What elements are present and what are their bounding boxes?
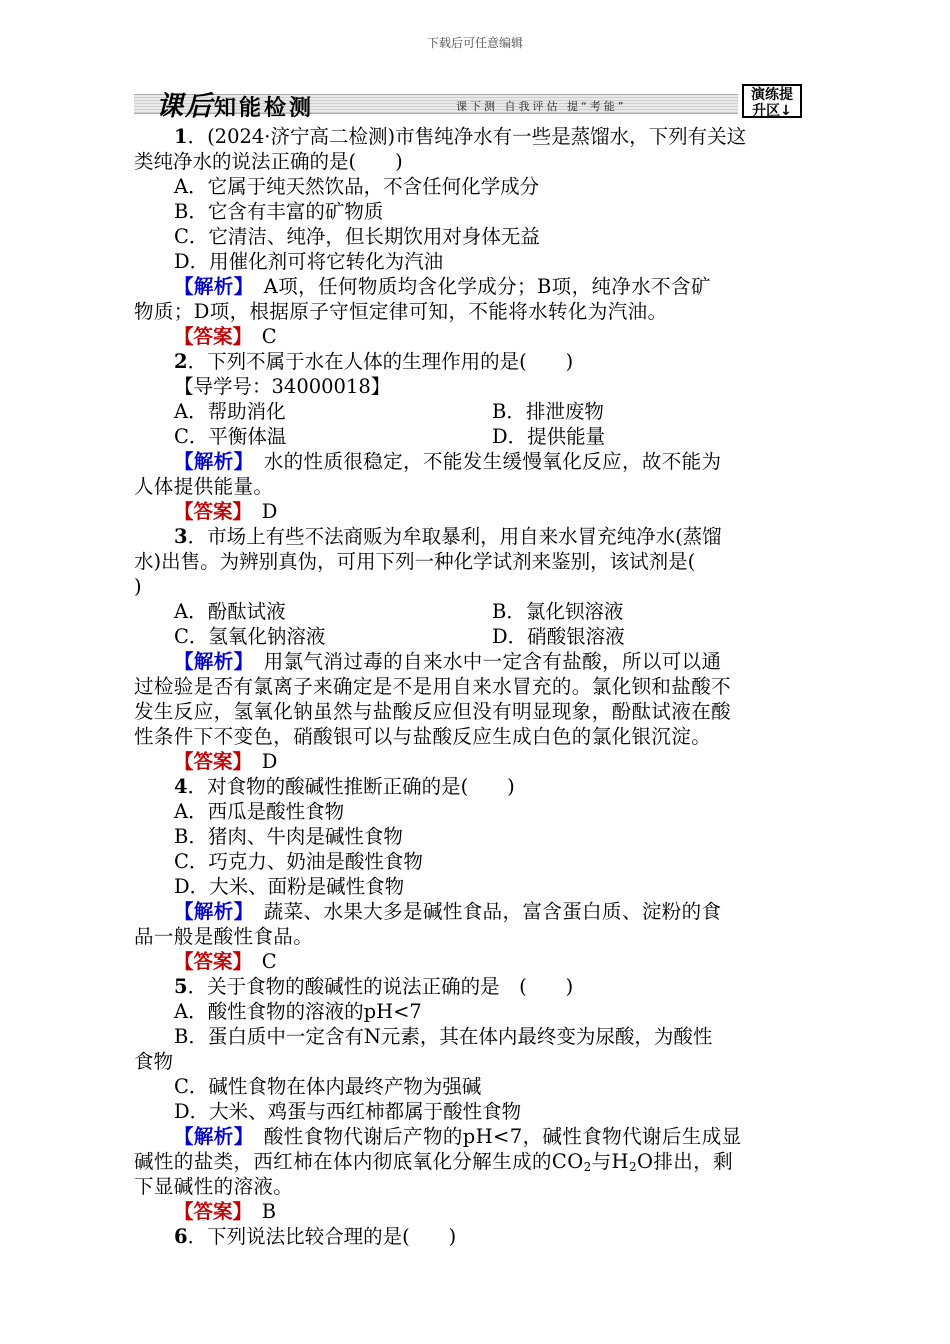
question-4-line1 [134,774,810,799]
analysis-label: 【解析】 [174,275,244,298]
question-1-option-d: D．用催化剂可将它转化为汽油 [174,250,444,273]
question-1-line1 [134,124,810,149]
question-3-line1 [134,524,810,549]
question-3-option-b: B．氯化钡溶液 [492,600,624,623]
answer-value: D [242,500,278,523]
question-2-analysis-line2: 人体提供能量。 [134,475,274,498]
answer-value: D [242,750,278,773]
question-1-analysis-line1 [134,274,810,299]
question-1-option-b: B．它含有丰富的矿物质 [174,200,384,223]
question-4-option-a: A．西瓜是酸性食物 [174,800,345,823]
analysis-text: O排出，剩 [637,1150,734,1173]
practice-link[interactable] [742,84,802,118]
question-5-analysis-line3: 下显碱性的溶液。 [134,1175,294,1198]
question-3-option-c: C．氢氧化钠溶液 [174,625,326,648]
question-3-analysis-line2: 过检验是否有氯离子来确定是不是用自来水冒充的。氯化钡和盐酸不 [134,675,732,698]
subscript: 2 [583,1160,592,1174]
question-4-number: 4 [174,775,188,798]
question-3-analysis-line1 [134,649,810,674]
question-3-option-d: D．硝酸银溶液 [492,625,625,648]
question-2-answer [134,499,810,524]
question-1-option-c: C．它清洁、纯净，但长期饮用对身体无益 [174,225,540,248]
answer-value: C [242,325,277,348]
question-2-option-a: A．帮助消化 [174,400,286,423]
question-3-analysis-line3: 发生反应，氢氧化钠虽然与盐酸反应但没有明显现象，酚酞试液在酸 [134,700,732,723]
answer-label: 【答案】 [174,750,243,773]
question-4-text: ．对食物的酸碱性推断正确的是( ) [187,775,515,798]
practice-link-line1: 演练提 [751,87,793,103]
question-6-text: ．下列说法比较合理的是( ) [187,1225,457,1248]
question-3-analysis-line4: 性条件下不变色，硝酸银可以与盐酸反应生成白色的氯化银沉淀。 [134,725,712,748]
question-2-option-b: B．排泄废物 [492,400,604,423]
analysis-label: 【解析】 [174,1125,244,1148]
question-6-number: 6 [174,1225,188,1248]
question-5-analysis-line1 [134,1124,810,1149]
analysis-label: 【解析】 [174,650,244,673]
question-5-option-a: A．酸性食物的溶液的pH<7 [174,1000,422,1023]
question-3-line2: 水)出售。为辨别真伪，可用下列一种化学试剂来鉴别，该试剂是( [134,550,696,573]
analysis-text: 与H [591,1150,629,1173]
question-2-number: 2 [174,350,188,373]
question-4-analysis-line1 [134,899,810,924]
analysis-label: 【解析】 [174,900,244,923]
question-2-options-row2 [134,424,810,449]
answer-label: 【答案】 [174,1200,243,1223]
question-5-answer [134,1199,810,1224]
analysis-text: 用氯气消过毒的自来水中一定含有盐酸，所以可以通 [243,650,722,673]
exercise-content [134,124,810,1249]
question-2-line1 [134,349,810,374]
answer-value: B [242,1200,277,1223]
question-2-options-row1 [134,399,810,424]
analysis-text: A项，任何物质均含化学成分；B项，纯净水不含矿 [243,275,711,298]
analysis-text: 碱性的盐类，西红柿在体内彻底氧化分解生成的CO [134,1150,584,1173]
question-1-text: ．(2024·济宁高二检测)市售纯净水有一些是蒸馏水，下列有关这 [187,125,747,148]
answer-value: C [242,950,277,973]
question-3-line3: ) [134,575,142,598]
question-5-option-d: D．大米、鸡蛋与西红柿都属于酸性食物 [174,1100,522,1123]
question-3-answer [134,749,810,774]
question-5-option-b-line1: B．蛋白质中一定含有N元素，其在体内最终变为尿酸，为酸性 [174,1025,713,1048]
question-3-options-row1 [134,599,810,624]
question-5-text: ．关于食物的酸碱性的说法正确的是 ( ) [187,975,574,998]
question-1-number: 1 [174,125,188,148]
question-1-answer [134,324,810,349]
question-5-analysis-line2 [134,1149,810,1174]
question-2-option-c: C．平衡体温 [174,425,287,448]
answer-label: 【答案】 [174,950,243,973]
practice-link-line2: 升区↓ [752,103,792,119]
section-banner [134,84,806,120]
question-2-option-d: D．提供能量 [492,425,606,448]
question-4-option-b: B．猪肉、牛肉是碱性食物 [174,825,403,848]
banner-title-main: 课后 [156,91,214,122]
question-1-line2: 类纯净水的说法正确的是( ) [134,150,403,173]
banner-title-sub: 知能检测 [214,95,315,121]
answer-label: 【答案】 [174,500,243,523]
question-1-option-a: A．它属于纯天然饮品，不含任何化学成分 [174,175,540,198]
question-1-analysis-line2: 物质；D项，根据原子守恒定律可知，不能将水转化为汽油。 [134,300,668,323]
analysis-text: 水的性质很稳定，不能发生缓慢氧化反应，故不能为 [243,450,722,473]
analysis-label: 【解析】 [174,450,244,473]
question-5-option-b-line2: 食物 [134,1050,174,1073]
question-4-option-d: D．大米、面粉是碱性食物 [174,875,405,898]
banner-title [156,84,314,123]
question-2-text: ．下列不属于水在人体的生理作用的是( ) [187,350,574,373]
question-4-answer [134,949,810,974]
question-3-options-row2 [134,624,810,649]
question-2-analysis-line1 [134,449,810,474]
question-5-option-c: C．碱性食物在体内最终产物为强碱 [174,1075,482,1098]
question-3-number: 3 [174,525,188,548]
analysis-text: 酸性食物代谢后产物的pH<7，碱性食物代谢后生成显 [243,1125,742,1148]
question-4-option-c: C．巧克力、奶油是酸性食物 [174,850,423,873]
answer-label: 【答案】 [174,325,243,348]
question-6-line1 [134,1224,810,1249]
analysis-text: 蔬菜、水果大多是碱性食品，富含蛋白质、淀粉的食 [243,900,722,923]
banner-subtitle: 课下测 自我评估 提“考能” [456,100,627,113]
question-4-analysis-line2: 品一般是酸性食品。 [134,925,314,948]
download-note: 下载后可任意编辑 [426,36,523,50]
subscript: 2 [628,1160,638,1174]
question-3-option-a: A．酚酞试液 [174,600,286,623]
question-3-text: ．市场上有些不法商贩为牟取暴利，用自来水冒充纯净水(蒸馏 [187,525,722,548]
question-2-guide-number: 【导学号：34000018】 [174,375,391,398]
question-5-line1 [134,974,810,999]
question-5-number: 5 [174,975,188,998]
